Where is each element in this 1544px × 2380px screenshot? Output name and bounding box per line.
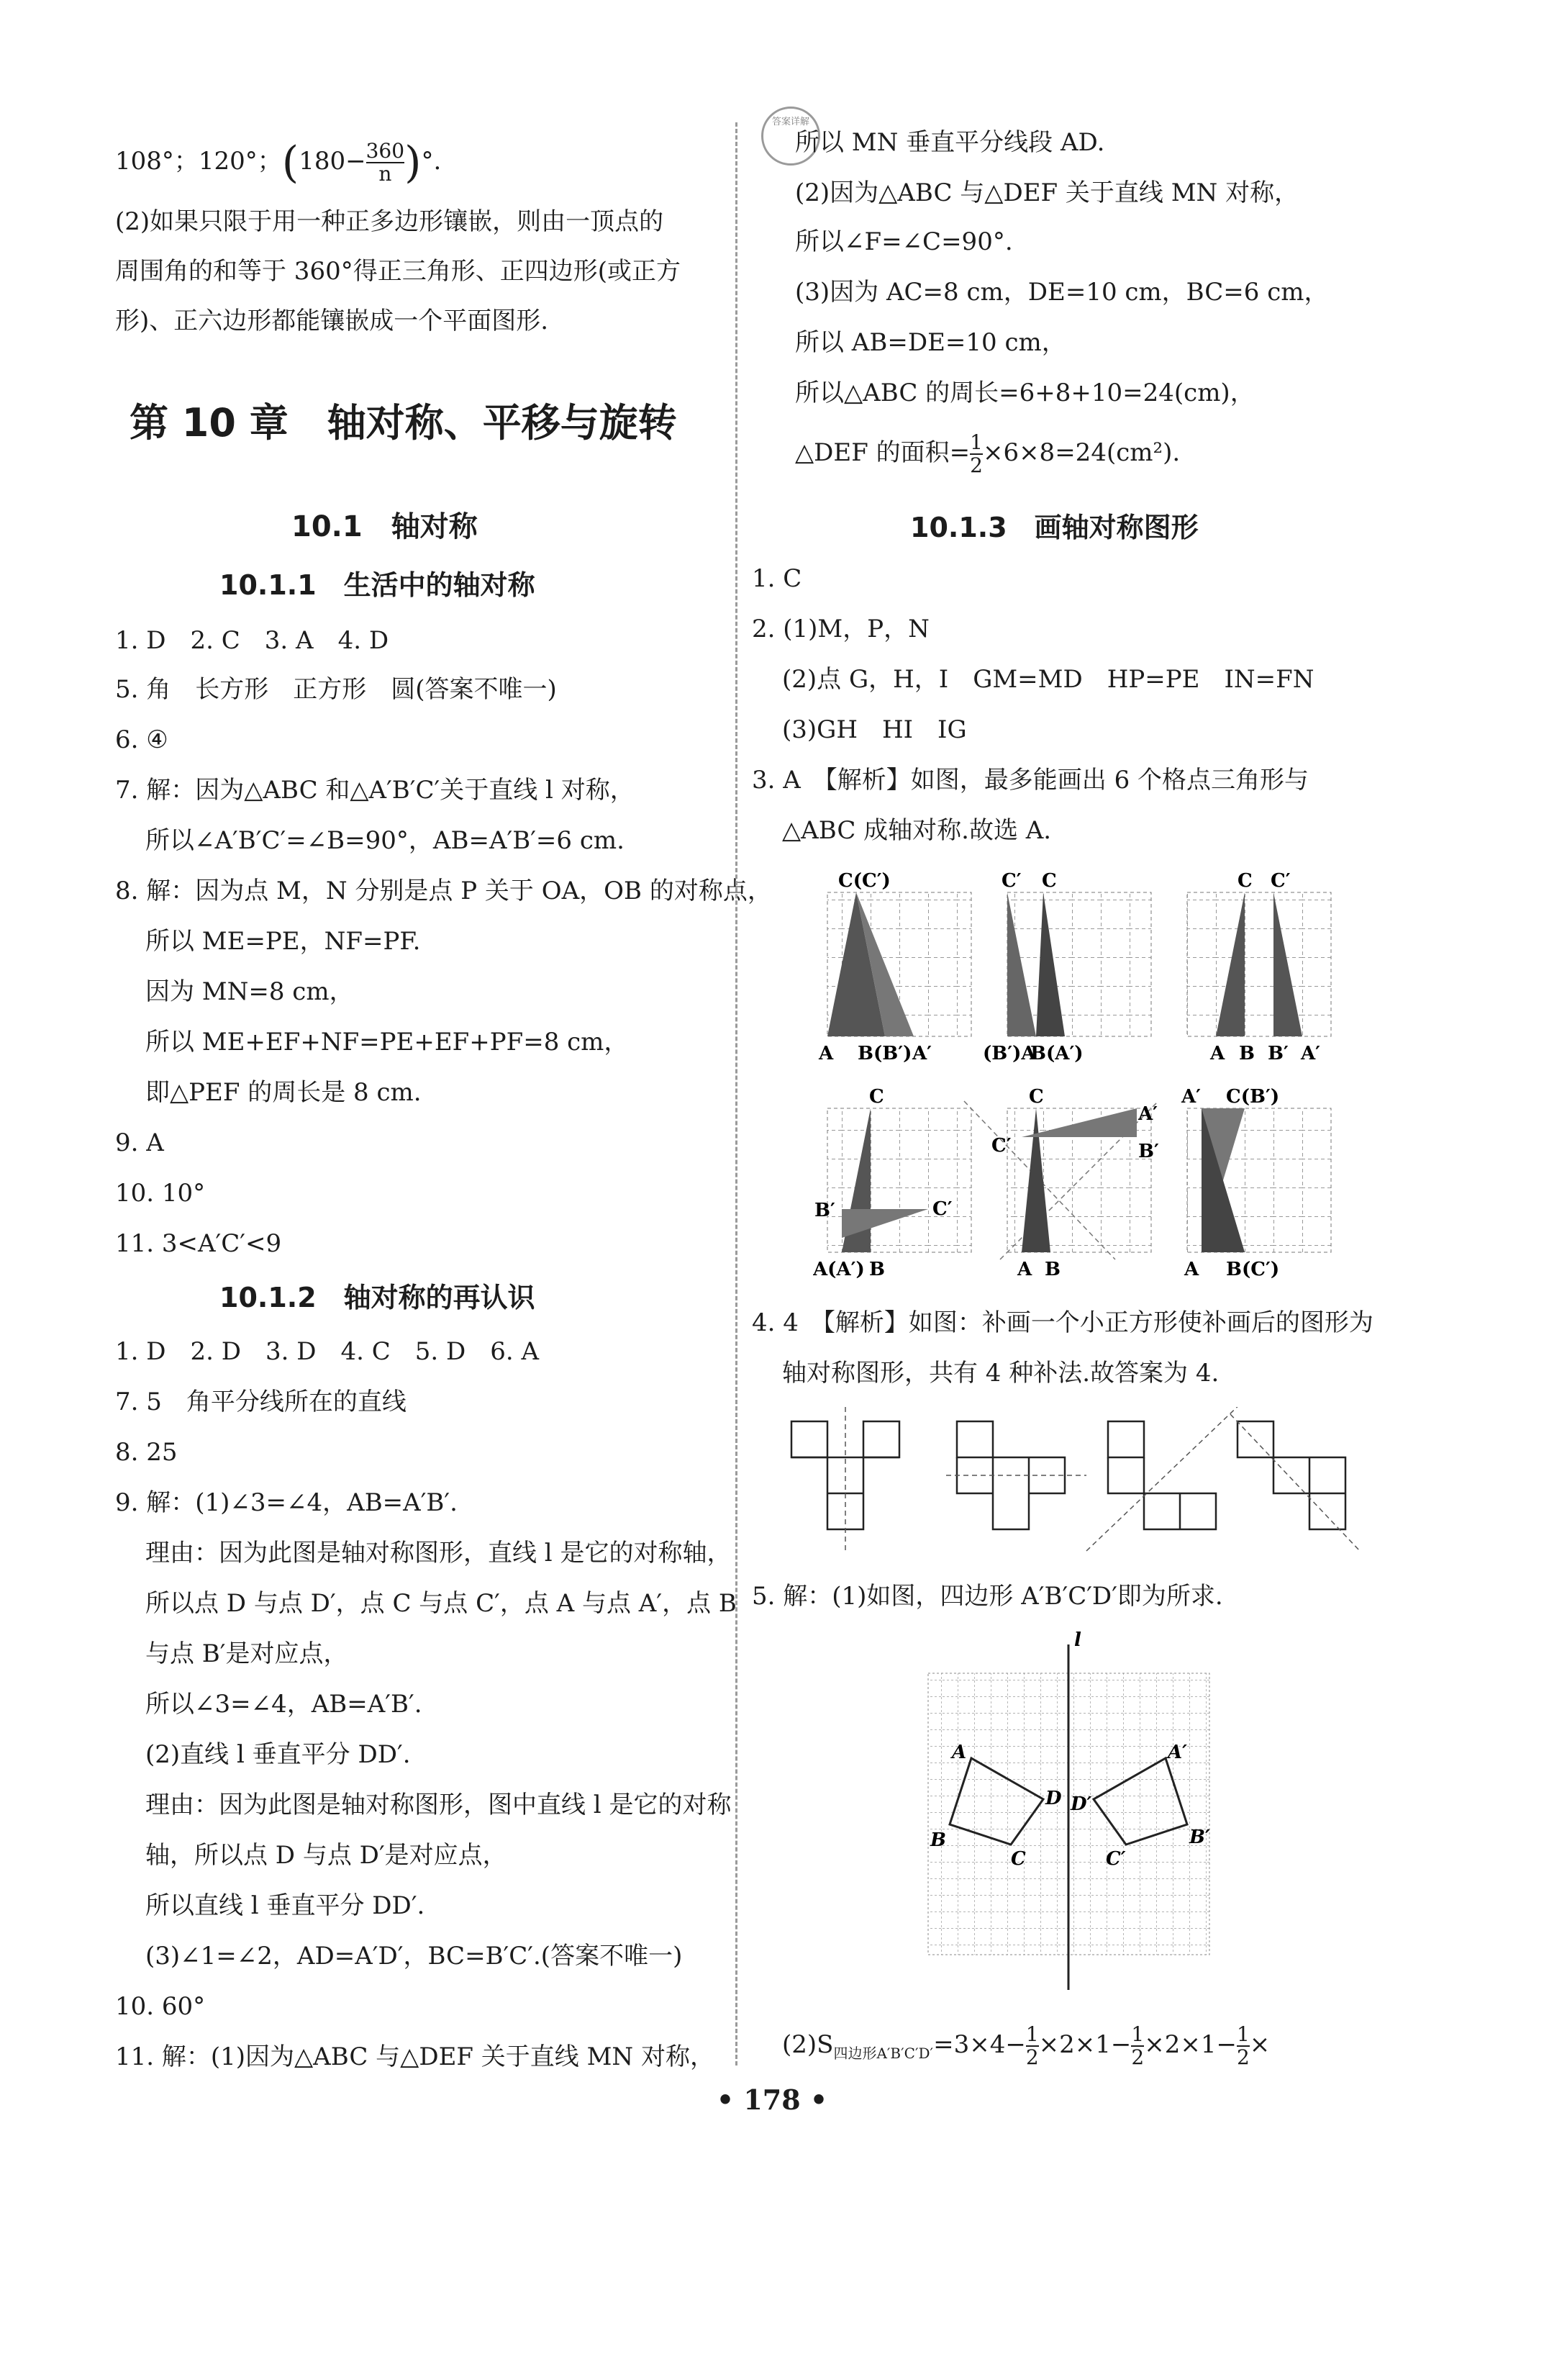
answer-line: 所以 ME+EF+NF=PE+EF+PF=8 cm， [145, 1028, 629, 1056]
answer-line: 8. 解：因为点 M，N 分别是点 P 关于 OA，OB 的对称点， [115, 877, 772, 905]
answer-line: (2)直线 l 垂直平分 DD′. [145, 1740, 411, 1769]
label-4: B(C′) [1226, 1259, 1280, 1280]
label-4: A′ [1301, 1043, 1321, 1064]
stamp-watermark: 答案详解 [761, 107, 820, 166]
panel-4 [813, 1086, 971, 1280]
answer-line: (2)点 G，H，I GM=MD HP=PE IN=FN [782, 665, 1314, 694]
answer-line: △ABC 成轴对称.故选 A. [782, 816, 1052, 845]
answer-line: 7. 解：因为△ABC 和△A′B′C′关于直线 l 对称， [115, 776, 635, 805]
label-4: C′ [991, 1135, 1012, 1157]
label-a-prime: A′ [1168, 1742, 1188, 1763]
answer-line: 所以∠3=∠4，AB=A′B′. [145, 1690, 422, 1719]
section-title: 10.1 轴对称 [291, 510, 478, 543]
answer-line: 轴对称图形，共有 4 种补法.故答案为 4. [782, 1359, 1220, 1388]
label-4: C(C′) [838, 871, 891, 892]
label-1: A [1017, 1259, 1032, 1280]
answer-line: 6. ④ [115, 725, 168, 754]
label-5: B′ [1138, 1141, 1159, 1162]
label-c: C [1011, 1848, 1026, 1870]
answer-line: 10. 10° [115, 1179, 206, 1208]
answer-line: 11. 3<A′C′<9 [115, 1229, 282, 1258]
answer-line: 即△PEF 的周长是 8 cm. [145, 1078, 422, 1107]
answer-line: 11. 解：(1)因为△ABC 与△DEF 关于直线 MN 对称， [115, 2042, 714, 2071]
answer-line: 7. 5 角平分线所在的直线 [115, 1388, 407, 1416]
answer-line: 理由：因为此图是轴对称图形，图中直线 l 是它的对称 [145, 1791, 732, 1819]
answer-line: 8. 25 [115, 1438, 178, 1467]
panel-5 [964, 1086, 1159, 1280]
label-l: l [1074, 1630, 1081, 1651]
label-b-prime: B′ [1189, 1827, 1210, 1848]
answer-line: 108°；120°；(180− $\frac{360}{n}$ )°. [115, 137, 442, 188]
answer-line: 周围角的和等于 360°得正三角形、正四边形(或正方 [115, 257, 681, 286]
panel-1 [818, 871, 971, 1064]
answer-line: 所以 ME=PE，NF=PF. [145, 927, 421, 956]
answer-line: 与点 B′是对应点， [145, 1639, 348, 1668]
label-1: A [1210, 1043, 1225, 1064]
label-6: C′ [1271, 871, 1291, 892]
answer-line: △DEF 的面积= $\frac{1}{2}$ ×6×8=24(cm²). [795, 430, 1181, 477]
answer-line: 9. A [115, 1128, 164, 1157]
answer-line: 2. (1)M，P，N [752, 615, 930, 643]
answer-line: (3)∠1=∠2，AD=A′D′，BC=B′C′.(答案不唯一) [145, 1942, 683, 1970]
label-2: B(A′) [1030, 1043, 1084, 1064]
panel-6 [1181, 1086, 1331, 1280]
answer-line: 所以△ABC 的周长=6+8+10=24(cm)， [795, 379, 1255, 407]
answer-line: 所以 AB=DE=10 cm， [795, 328, 1066, 357]
panel-3 [1187, 871, 1331, 1064]
label-3: A′ [912, 1043, 932, 1064]
label-3: C′ [1002, 871, 1022, 892]
label-a: A [952, 1742, 967, 1763]
label-c-prime: C′ [1106, 1848, 1126, 1870]
answer-line: 所以 MN 垂直平分线段 AD. [795, 128, 1105, 157]
label-3: B′ [814, 1200, 835, 1221]
answer-line: (2)如果只限于用一种正多边形镶嵌，则由一顶点的 [115, 207, 664, 236]
figure-q5-reflection-grid [925, 1630, 1227, 1990]
label-d: D [1045, 1788, 1062, 1809]
label-2: B [869, 1259, 885, 1280]
answer-line: 理由：因为此图是轴对称图形，直线 l 是它的对称轴， [145, 1539, 732, 1567]
answer-line: 所以点 D 与点 D′，点 C 与点 C′，点 A 与点 A′，点 B [145, 1589, 737, 1618]
answer-line: 4. 4 【解析】如图：补画一个小正方形使补画后的图形为 [752, 1308, 1373, 1337]
label-6: A′ [1138, 1103, 1158, 1125]
answer-line: $(2)S_{四边形A'B'C'D'}=3\times 4-$ $\frac{1}{2}$ ×2×1− $\frac{1}{2}$ ×2×1− $\frac{1}{2}$ × [782, 2022, 1271, 2069]
label-2: B [1045, 1259, 1061, 1280]
label-d-prime: D′ [1071, 1793, 1092, 1815]
answer-line: 1. C [752, 564, 802, 593]
label-2: C(B′) [1226, 1086, 1280, 1108]
answer-line: 1. D 2. D 3. D 4. C 5. D 6. A [115, 1337, 540, 1366]
subsection-title: 10.1.3 画轴对称图形 [910, 512, 1199, 543]
answer-line: 3. A 【解析】如图，最多能画出 6 个格点三角形与 [752, 766, 1309, 795]
answer-line: 5. 角 长方形 正方形 圆(答案不唯一) [115, 675, 557, 704]
label-1: (B′)A [983, 1043, 1036, 1064]
chapter-title: 第 10 章 轴对称、平移与旋转 [130, 400, 677, 445]
answer-line: 所以∠A′B′C′=∠B=90°，AB=A′B′=6 cm. [145, 826, 625, 855]
answer-line: 轴，所以点 D 与点 D′是对应点， [145, 1841, 507, 1870]
label-2: B [1239, 1043, 1255, 1064]
label-b: B [930, 1829, 946, 1851]
label-3: A [1184, 1259, 1199, 1280]
figure-q4-square-completions [784, 1407, 1360, 1558]
figure-q3-grid-triangles [813, 871, 1360, 1295]
label-3: C [1029, 1086, 1044, 1108]
page-number: • 178 • [716, 2083, 828, 2116]
label-1: A(A′) [813, 1259, 865, 1280]
label-1: A′ [1181, 1086, 1202, 1108]
answer-line: (2)因为△ABC 与△DEF 关于直线 MN 对称， [795, 178, 1299, 207]
answer-line: (3)GH HI IG [782, 715, 967, 744]
label-1: A [819, 1043, 834, 1064]
column-divider [735, 122, 737, 2065]
answer-line: 10. 60° [115, 1992, 206, 2021]
answer-line: 9. 解：(1)∠3=∠4，AB=A′B′. [115, 1488, 458, 1517]
answer-line: 所以∠F=∠C=90°. [795, 227, 1013, 256]
subsection-title: 10.1.1 生活中的轴对称 [219, 569, 535, 601]
label-2: B(B′) [858, 1043, 912, 1064]
label-3: B′ [1268, 1043, 1289, 1064]
answer-line: 5. 解：(1)如图，四边形 A′B′C′D′即为所求. [752, 1582, 1223, 1611]
answer-line: 因为 MN=8 cm， [145, 977, 354, 1006]
answer-line: 形)、正六边形都能镶嵌成一个平面图形. [115, 307, 549, 335]
answer-line: 所以直线 l 垂直平分 DD′. [145, 1891, 425, 1920]
subsection-title: 10.1.2 轴对称的再认识 [219, 1282, 535, 1313]
panel-2 [983, 871, 1151, 1064]
label-4: C [1042, 871, 1057, 892]
label-5: C′ [932, 1198, 953, 1220]
answer-line: (3)因为 AC=8 cm，DE=10 cm，BC=6 cm， [795, 278, 1329, 307]
label-5: C [1238, 871, 1253, 892]
answer-line: 1. D 2. C 3. A 4. D [115, 626, 389, 655]
label-4: C [869, 1086, 884, 1108]
